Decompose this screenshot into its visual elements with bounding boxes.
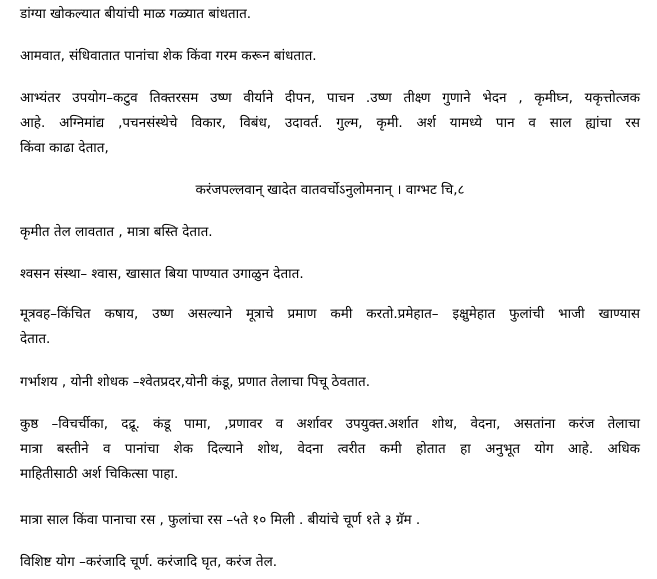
- paragraph-skin-disease: [20, 412, 640, 487]
- text-line: गर्भाशय , योनी शोधक –श्वेतप्रदर,योनी कंडू, प्रणात तेलाचा पिचू ठेवतात.: [20, 374, 371, 390]
- text-line: कृमीत तेल लावतात , मात्रा बस्ति देतात.: [20, 224, 213, 240]
- text-line: श्वसन संस्था– श्वास, खासात बिया पाण्यात उगाळुन देतात.: [20, 266, 304, 282]
- text-line: किंवा काढा देतात,: [20, 140, 109, 156]
- text-line: कुष्ठ –विचर्चीका, दद्रू. कंडू पामा, ,प्रणावर व अर्शावर उपयुक्त.अर्शात शोथ, वेदना, असतांना करंज तेलाचा: [20, 416, 640, 432]
- paragraph-urinary: [20, 302, 640, 352]
- text-line: आमवात, संधिवातात पानांचा शेक किंवा गरम करून बांधतात.: [20, 48, 317, 64]
- paragraph-dosage: [20, 508, 640, 533]
- paragraph-special-formulations: [20, 550, 640, 575]
- text-line: मात्रा साल किंवा पानाचा रस , फुलांचा रस –५ते १० मिली . बीयांचे चूर्ण १ते ३ ग्रॅम .: [20, 512, 421, 528]
- paragraph-uterus: [20, 370, 640, 395]
- paragraph-worms: [20, 220, 640, 245]
- text-line: मात्रा बस्तीने व पानांचा शेक दिल्याने शोथ, वेदना त्वरीत कमी होतात हा अनुभूत योग आहे. अधिक: [20, 441, 640, 457]
- text-line: आहे. अग्निमांद्य ,पचनसंस्थेचे विकार, विबंध, उदावर्त. गुल्म, कृमी. अर्श यामध्ये पान व साल ह्यांचा रस: [20, 115, 640, 131]
- sanskrit-verse-quote: [20, 178, 640, 203]
- text-line: आभ्यंतर उपयोग–कटुव तिक्तरसम उष्ण वीर्याने दीपन, पाचन .उष्ण तीक्ष्ण गुणाने भेदन , कृमीघ्न, यकृत्तोत्जक: [20, 90, 640, 106]
- paragraph-respiratory: [20, 262, 640, 287]
- paragraph-rheumatism: [20, 44, 640, 69]
- paragraph-internal-use: [20, 86, 640, 161]
- text-line: विशिष्ट योग –करंजादि चूर्ण. करंजादि घृत, करंज तेल.: [20, 554, 278, 570]
- text-line: मूत्रवह–किंचित कषाय, उष्ण असल्याने मूत्राचे प्रमाण कमी करतो.प्रमेहात– इक्षुमेहात फुलांची भाजी खाण्यास: [20, 306, 640, 322]
- text-line: डांग्या खोकल्यात बीयांची माळ गळ्यात बांधतात.: [20, 6, 252, 22]
- text-line: करंजपल्लवान् खादेत वातवर्चोऽनुलोमनान् । वाग्भट चि,८: [195, 182, 465, 198]
- paragraph-whooping-cough: [20, 2, 640, 27]
- text-line: देतात.: [20, 331, 51, 347]
- text-line: माहितीसाठी अर्श चिकित्सा पाहा.: [20, 466, 179, 482]
